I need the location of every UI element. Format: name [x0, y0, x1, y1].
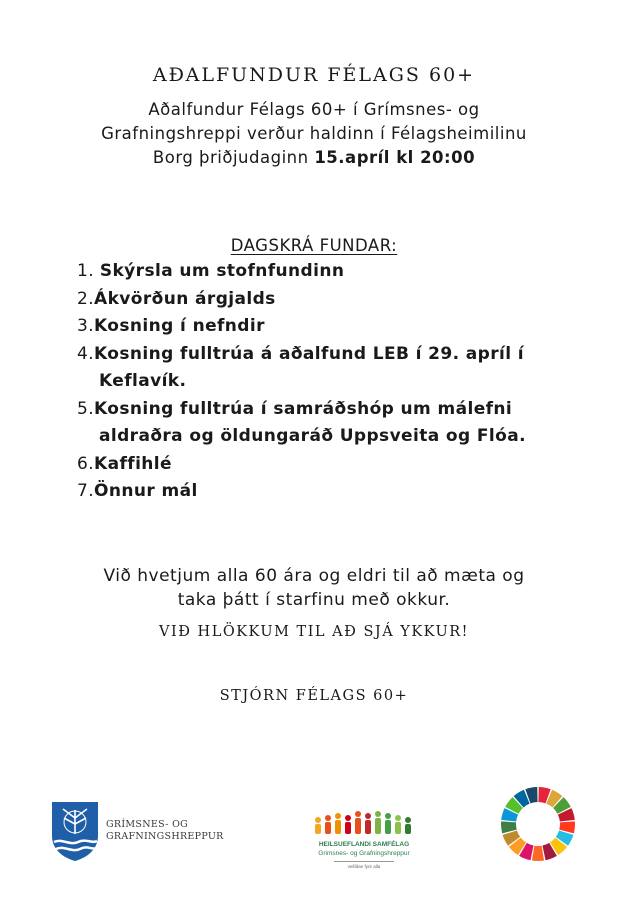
closing-paragraph — [0, 564, 628, 612]
municipality-logo — [50, 800, 230, 870]
agenda-item — [77, 396, 597, 424]
sdg-logo — [500, 786, 576, 866]
municipality-logo-line-1: GRÍMSNES- OG — [106, 819, 189, 830]
health-logo-tagline: vellíðan fyrir alla — [347, 864, 381, 869]
agenda-item-text: Önnur mál — [94, 481, 198, 501]
health-logo-line-1: HEILSUEFLANDI SAMFÉLAG — [318, 841, 410, 848]
agenda-item-number: 4. — [77, 343, 95, 364]
board-signature: STJÓRN FÉLAGS 60+ — [219, 688, 409, 704]
health-community-logo — [310, 806, 430, 878]
agenda-item — [77, 451, 597, 479]
agenda-item-text: Kosning í nefndir — [94, 316, 265, 336]
cheer-text: VIÐ HLÖKKUM TIL AÐ SJÁ YKKUR! — [159, 624, 469, 640]
agenda-item-text: Kosning fulltrúa á aðalfund LEB í 29. apríl í — [94, 343, 525, 364]
agenda-item-number: 2. — [77, 288, 95, 309]
meeting-date: 15.apríl kl 20:00 — [314, 148, 476, 167]
agenda-list — [77, 258, 597, 506]
agenda-item — [77, 286, 597, 314]
agenda-item-number: 6. — [77, 453, 95, 474]
agenda-item — [77, 258, 597, 286]
intro-line-3 — [0, 146, 628, 170]
intro-paragraph — [0, 98, 628, 170]
closing-line-1: Við hvetjum alla 60 ára og eldri til að mæta og — [103, 566, 525, 586]
agenda-item-text: Ákvörðun árgjalds — [94, 288, 276, 309]
agenda-item-text: Skýrsla um stofnfundinn — [99, 261, 345, 281]
agenda-item-number: 3. — [77, 316, 95, 336]
closing-line-2: taka þátt í starfinu með okkur. — [177, 590, 451, 610]
agenda-item-continuation: aldraðra og öldungaráð Uppsveita og Flóa. — [99, 426, 526, 446]
intro-line-2: Grafningshreppi verður haldinn í Félagsheimilinu — [101, 124, 527, 143]
agenda-item — [77, 313, 597, 341]
page-title: AÐALFUNDUR FÉLAGS 60+ — [152, 64, 476, 86]
municipality-logo-line-2: GRAFNINGSHREPPUR — [106, 831, 224, 842]
sdg-color-wheel-icon — [500, 786, 576, 862]
agenda-item — [77, 478, 597, 506]
agenda-item-number: 1. — [77, 261, 100, 281]
agenda-item-number: 7. — [77, 481, 95, 501]
agenda-item-number: 5. — [77, 398, 95, 419]
agenda-item-text: Kosning fulltrúa í samráðshóp um málefni — [94, 398, 513, 419]
health-logo-line-2: Grimsnes- og Grafningshreppur — [318, 850, 410, 857]
intro-line-3-prefix: Borg þriðjudaginn — [152, 148, 315, 167]
intro-line-1: Aðalfundur Félags 60+ í Grímsnes- og — [148, 100, 480, 119]
agenda-heading: DAGSKRÁ FUNDAR: — [230, 236, 398, 255]
municipality-shield-icon — [50, 800, 100, 862]
sdg-wheel-segment — [532, 846, 544, 861]
agenda-item-continuation: Keflavík. — [99, 371, 187, 391]
people-figures-icon — [310, 806, 418, 840]
health-logo-divider — [334, 861, 394, 862]
agenda-item — [77, 341, 597, 369]
agenda-item-text: Kaffihlé — [94, 453, 172, 474]
